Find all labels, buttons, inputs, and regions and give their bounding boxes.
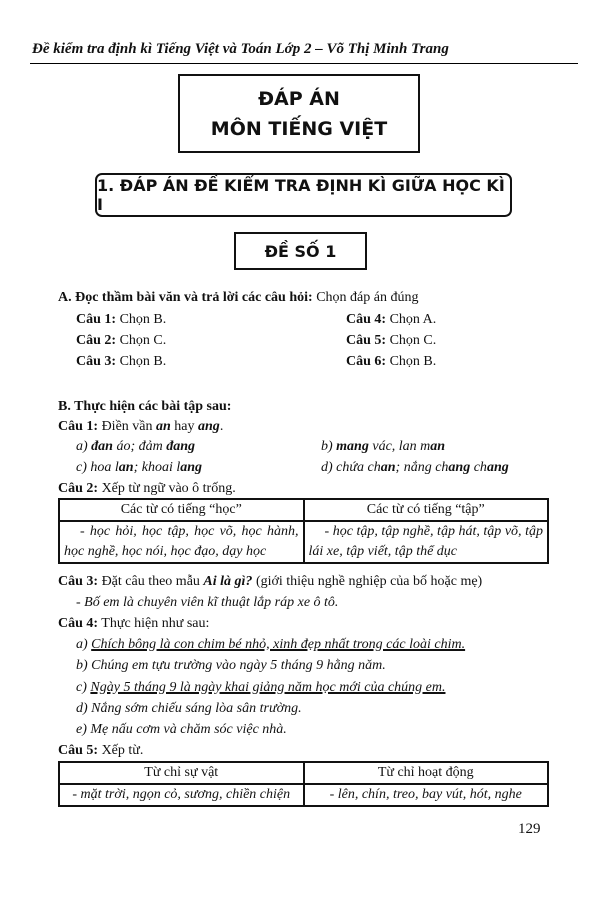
b-q1-c: c) hoa lan; khoai lang <box>76 460 203 475</box>
b-q4-d: d) Nắng sớm chiếu sáng lòa sân trường. <box>76 701 302 716</box>
answer-4: Câu 4: Chọn A. <box>346 312 437 327</box>
b-q4-c: c) Ngày 5 tháng 9 là ngày khai giảng năm học mới của chúng em. <box>76 680 446 695</box>
q5-table <box>58 761 549 807</box>
table-header: Các từ có tiếng “học” <box>59 499 304 521</box>
section-heading: 1. ĐÁP ÁN ĐỀ KIỂM TRA ĐỊNH KÌ GIỮA HỌC KÌ I <box>95 173 512 217</box>
table-header-row <box>59 762 548 784</box>
b-q3: Câu 3: Đặt câu theo mẫu Ai là gì? (giới thiệu nghề nghiệp của bố hoặc mẹ) <box>58 574 483 589</box>
table-cell: - mặt trời, ngọn cỏ, sương, chiền chiện <box>59 784 304 806</box>
table-header-row <box>59 499 548 521</box>
b-q4-b: b) Chúng em tựu trường vào ngày 5 tháng 9 hằng năm. <box>76 658 386 673</box>
b-q4-a: a) Chích bông là con chim bé nhỏ, xinh đẹp nhất trong các loài chim. <box>76 637 466 652</box>
table-header: Từ chỉ sự vật <box>59 762 304 784</box>
b-q4-e: e) Mẹ nấu cơm và chăm sóc việc nhà. <box>76 722 287 737</box>
table-header: Các từ có tiếng “tập” <box>304 499 549 521</box>
table-row <box>59 521 548 563</box>
b-q1-a: a) đan áo; đảm đang <box>76 439 196 454</box>
table-cell: - lên, chín, treo, bay vút, hót, nghe <box>304 784 549 806</box>
exam-number: ĐỀ SỐ 1 <box>234 232 367 270</box>
header-rule <box>30 63 578 64</box>
b-q1: Câu 1: Điền vần an hay ang. <box>58 419 224 434</box>
b-q4: Câu 4: Thực hiện như sau: <box>58 616 210 631</box>
title-line-2: MÔN TIẾNG VIỆT <box>210 117 388 140</box>
b-q1-b: b) mang vác, lan man <box>321 439 446 454</box>
answer-3: Câu 3: Chọn B. <box>76 354 167 369</box>
running-header: Đề kiểm tra định kì Tiếng Việt và Toán Lớp 2 – Võ Thị Minh Trang <box>32 41 449 57</box>
table-cell: - học tập, tập nghề, tập hát, tập võ, tập lái xe, tập viết, tập thể dục <box>304 521 549 563</box>
title-box <box>178 74 420 153</box>
answer-1: Câu 1: Chọn B. <box>76 312 167 327</box>
answer-2: Câu 2: Chọn C. <box>76 333 167 348</box>
table-header: Từ chỉ hoạt động <box>304 762 549 784</box>
table-cell: - học hỏi, học tập, học võ, học hành, học nghề, học nói, học đạo, dạy học <box>59 521 304 563</box>
part-b-title: B. Thực hiện các bài tập sau: <box>58 399 232 414</box>
b-q2: Câu 2: Xếp từ ngữ vào ô trống. <box>58 481 236 496</box>
b-q1-d: d) chứa chan; nắng chang chang <box>321 460 509 475</box>
q2-table <box>58 498 549 564</box>
answer-6: Câu 6: Chọn B. <box>346 354 437 369</box>
answer-5: Câu 5: Chọn C. <box>346 333 437 348</box>
table-row <box>59 784 548 806</box>
b-q5: Câu 5: Xếp từ. <box>58 743 144 758</box>
b-q3-answer: - Bố em là chuyên viên kĩ thuật lắp ráp xe ô tô. <box>76 595 339 610</box>
page-number: 129 <box>518 821 541 837</box>
title-line-1: ĐÁP ÁN <box>258 87 340 110</box>
part-a-title: A. Đọc thầm bài văn và trả lời các câu hỏi: Chọn đáp án đúng <box>58 290 419 305</box>
